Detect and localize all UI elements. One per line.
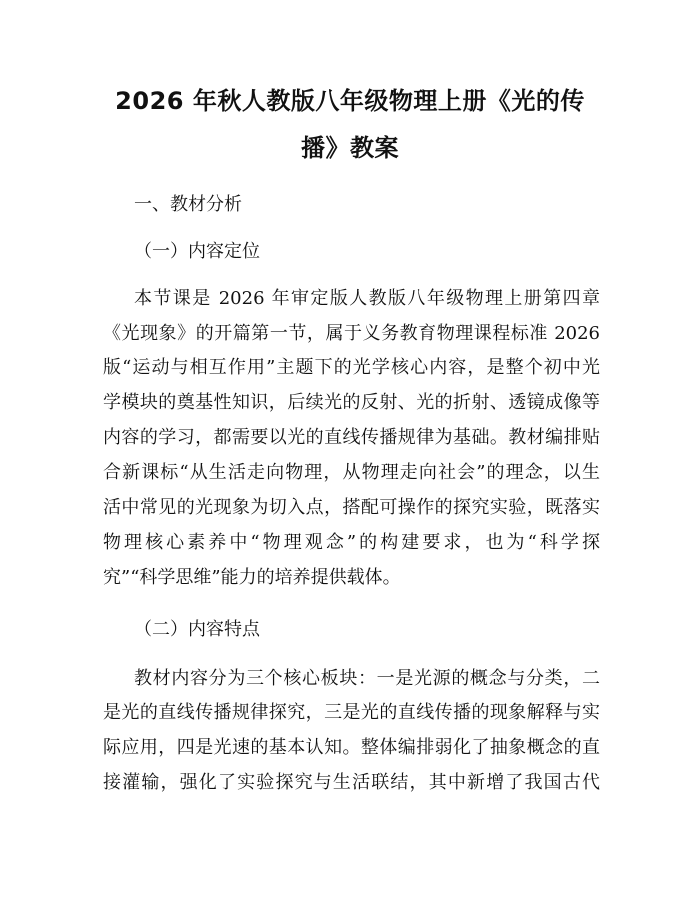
paragraph-line: 学模块的奠基性知识，后续光的反射、光的折射、透镜成像等 (103, 392, 600, 413)
document-title-line-2: 播》教案 (301, 134, 399, 162)
subsection-heading: （二）内容特点 (134, 619, 260, 640)
paragraph-line: 物理核心素养中“物理观念”的构建要求，也为“科学探 (103, 532, 600, 553)
document-title-line-1: 2026 年秋人教版八年级物理上册《光的传 (115, 87, 585, 115)
paragraph-line: 接灌输，强化了实验探究与生活联结，其中新增了我国古代 (103, 772, 600, 793)
paragraph-line: 版“运动与相互作用”主题下的光学核心内容，是整个初中光 (103, 357, 600, 378)
paragraph-line: 活中常见的光现象为切入点，搭配可操作的探究实验，既落实 (103, 497, 600, 518)
paragraph-line: 究”“科学思维”能力的培养提供载体。 (103, 567, 401, 588)
paragraph-line: 本节课是 2026 年审定版人教版八年级物理上册第四章 (134, 288, 600, 309)
paragraph-line: 教材内容分为三个核心板块：一是光源的概念与分类，二 (134, 668, 600, 689)
subsection-heading: （一）内容定位 (134, 241, 260, 262)
paragraph-line: 是光的直线传播规律探究，三是光的直线传播的现象解释与实 (103, 702, 600, 723)
paragraph-line: 际应用，四是光速的基本认知。整体编排弱化了抽象概念的直 (103, 737, 600, 758)
section-heading: 一、教材分析 (134, 194, 242, 215)
paragraph-line: 《光现象》的开篇第一节，属于义务教育物理课程标准 2026 (103, 323, 600, 344)
paragraph-line: 合新课标“从生活走向物理，从物理走向社会”的理念，以生 (103, 462, 600, 483)
paragraph-line: 内容的学习，都需要以光的直线传播规律为基础。教材编排贴 (103, 427, 600, 448)
